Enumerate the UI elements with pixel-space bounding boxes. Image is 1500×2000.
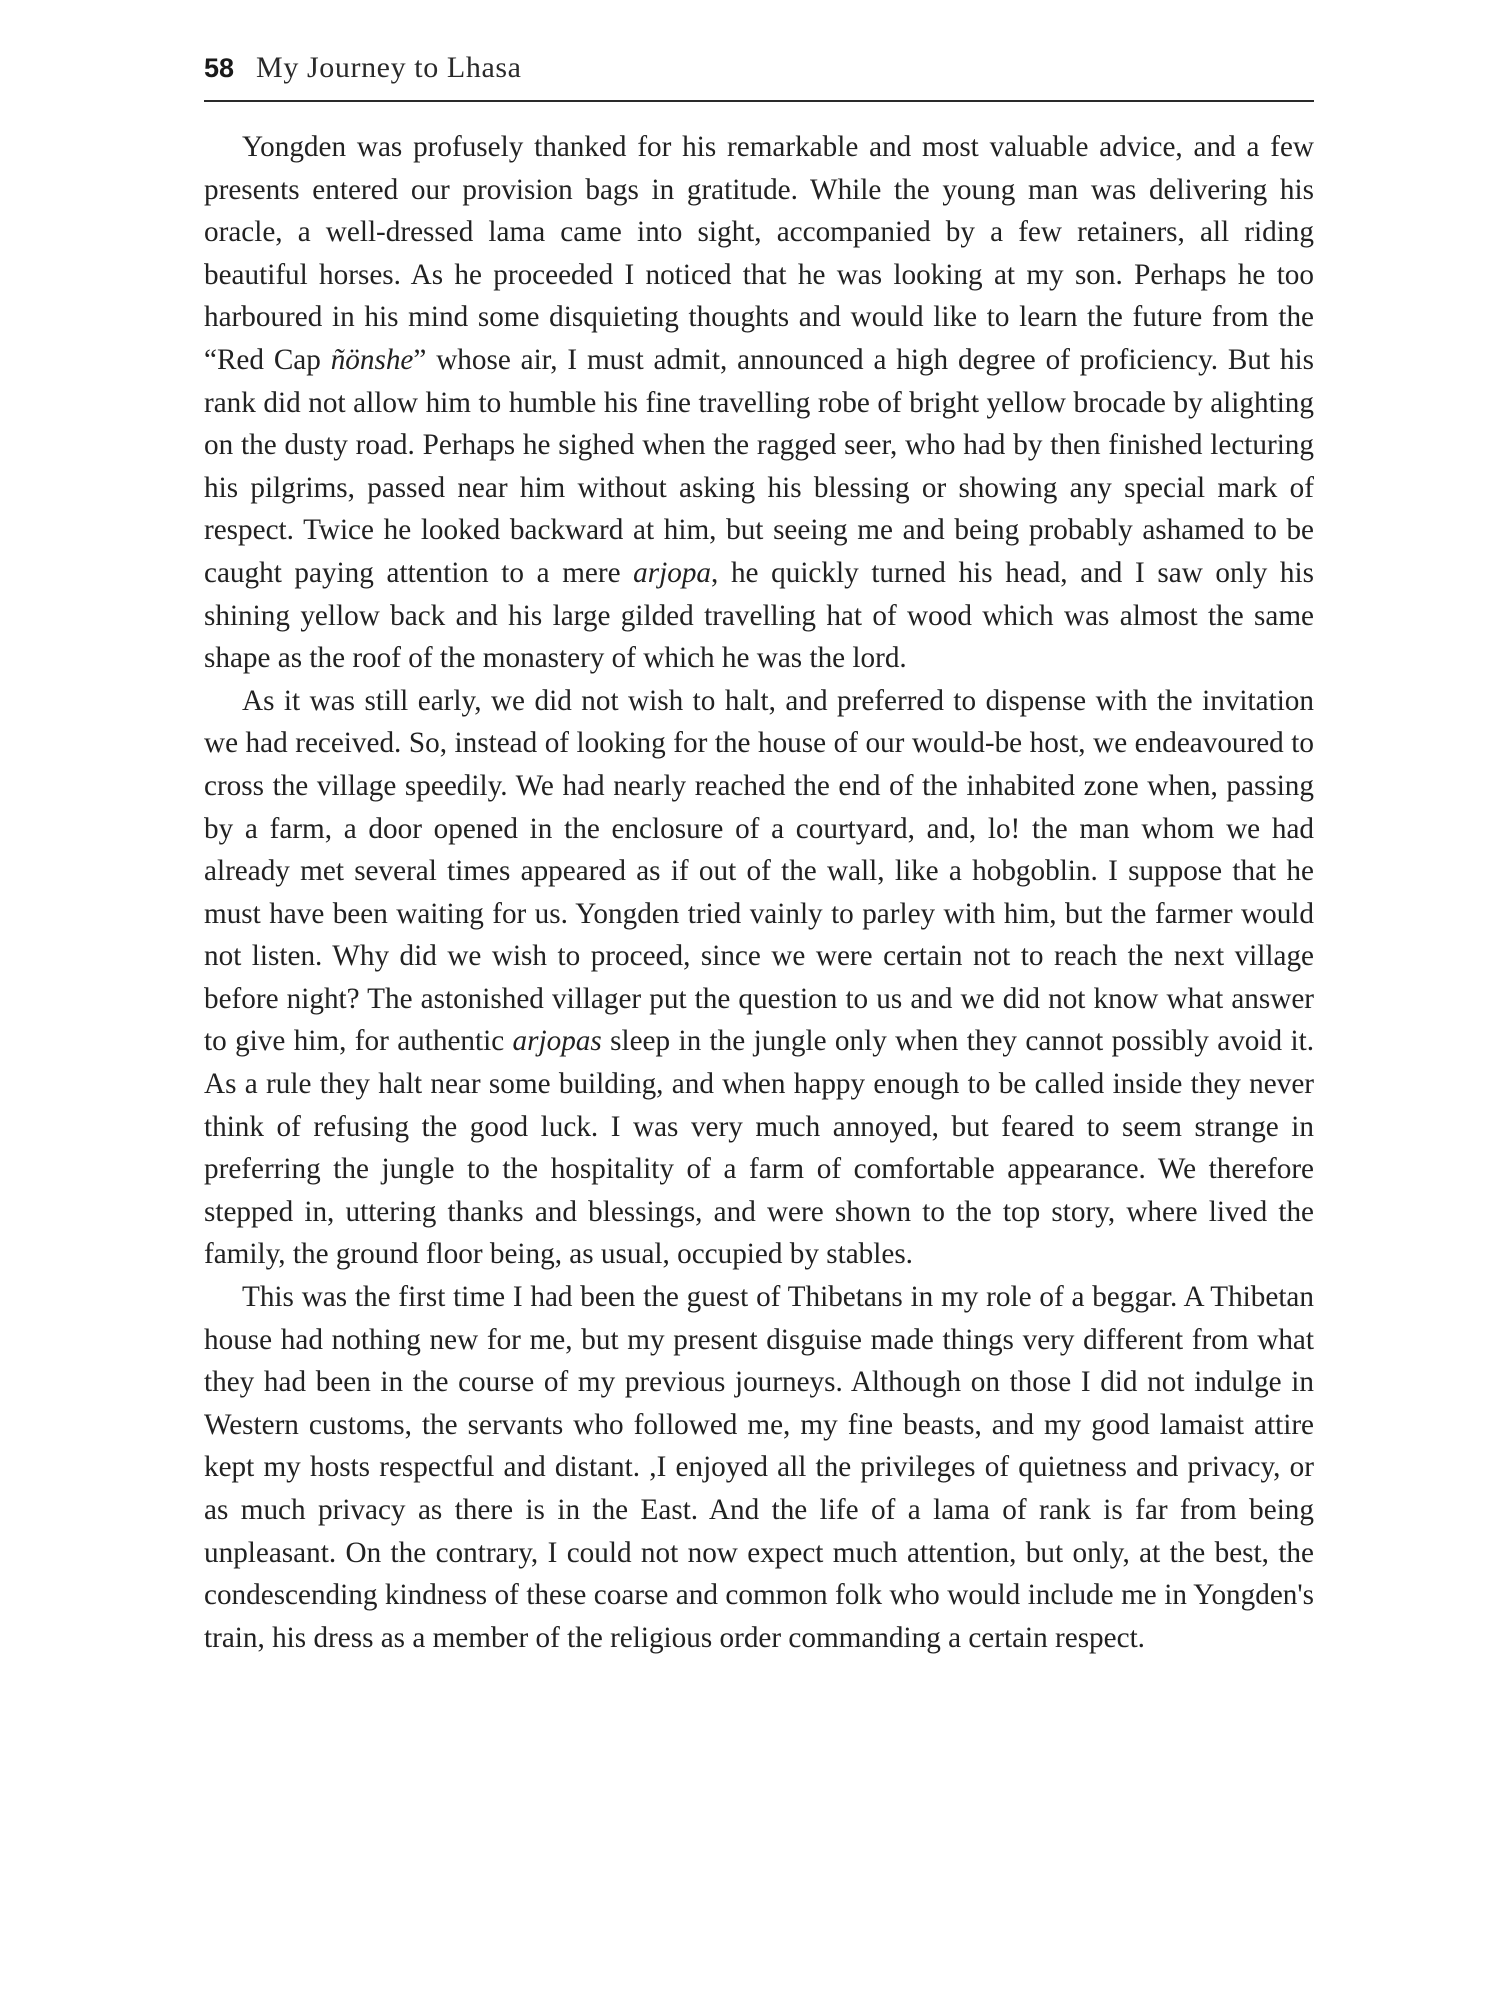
paragraph-village-farm: [204, 680, 1314, 1276]
text-run: , he quickly turned his head, and I saw only his shining yellow back and his large gilded travelling hat of wood which was almost the same shape as the roof of the monastery of which he was the lord.: [204, 556, 1314, 675]
text-run: Yongden was profusely thanked for his remarkable and most valuable advice, and a few presents entered our provision bags in gratitude. While the young man was delivering his oracle, a well-dressed lama came into sight, accompanied by a few retainers, all riding beautiful horses. As he proceeded I noticed that he was looking at my son. Perhaps he too harboured in his mind some disquieting thoughts and would like to learn the future from the “Red Cap: [204, 131, 1314, 376]
body-text: [204, 126, 1314, 1659]
italic-term-arjopas: arjopas: [512, 1025, 602, 1058]
text-run: sleep in the jungle only when they cannot possibly avoid it. As a rule they halt near some building, and when happy enough to be called inside they never think of refusing the good luck. I was very much annoyed, but feared to seem strange in preferring the jungle to the hospitality of a farm of comfortable appearance. We therefore stepped in, uttering thanks and blessings, and were shown to the top story, where lived the family, the ground floor being, as usual, occupied by stables.: [204, 1025, 1314, 1271]
book-title: My Journey to Lhasa: [256, 51, 522, 84]
paragraph-guest-of-thibetans: [204, 1276, 1314, 1659]
page-number: 58: [204, 53, 235, 83]
text-run: As it was still early, we did not wish to halt, and preferred to dispense with the invitation we had received. So, instead of looking for the house of our would-be host, we endeavoured to cross the village speedily. We had nearly reached the end of the inhabited zone when, passing by a farm, a door opened in the enclosure of a courtyard, and, lo! the man whom we had already met several times appeared as if out of the wall, like a hobgoblin. I suppose that he must have been waiting for us. Yongden tried vainly to parley with him, but the farmer would not listen. Why did we wish to proceed, since we were certain not to reach the next village before night? The astonished villager put the question to us and we did not know what answer to give him, for authentic: [204, 684, 1314, 1058]
running-head: [204, 50, 1314, 102]
text-run: ” whose air, I must admit, announced a high degree of proficiency. But his rank did not allow him to humble his fine travelling robe of bright yellow brocade by alighting on the dusty road. Perhaps he sighed when the ragged seer, who had by then finished lecturing his pilgrims, passed near him without asking his blessing or showing any special mark of respect. Twice he looked backward at him, but seeing me and being probably ashamed to be caught paying attention to a mere: [204, 343, 1314, 589]
paragraph-lama-encounter: [204, 126, 1314, 680]
italic-term-arjopa: arjopa: [633, 556, 712, 589]
text-run: This was the first time I had been the guest of Thibetans in my role of a beggar. A Thibetan house had nothing new for me, but my present disguise made things very different from what they had been in the course of my previous journeys. Although on those I did not indulge in Western customs, the servants who followed me, my fine beasts, and my good lamaist attire kept my hosts respectful and distant. ,I enjoyed all the privileges of quietness and privacy, or as much privacy as there is in the East. And the life of a lama of rank is far from being unpleasant. On the contrary, I could not now expect much attention, but only, at the best, the condescending kindness of these coarse and common folk who would include me in Yongden's train, his dress as a member of the religious order commanding a certain respect.: [204, 1281, 1314, 1654]
italic-term-nonshe: ñönshe: [330, 343, 414, 376]
